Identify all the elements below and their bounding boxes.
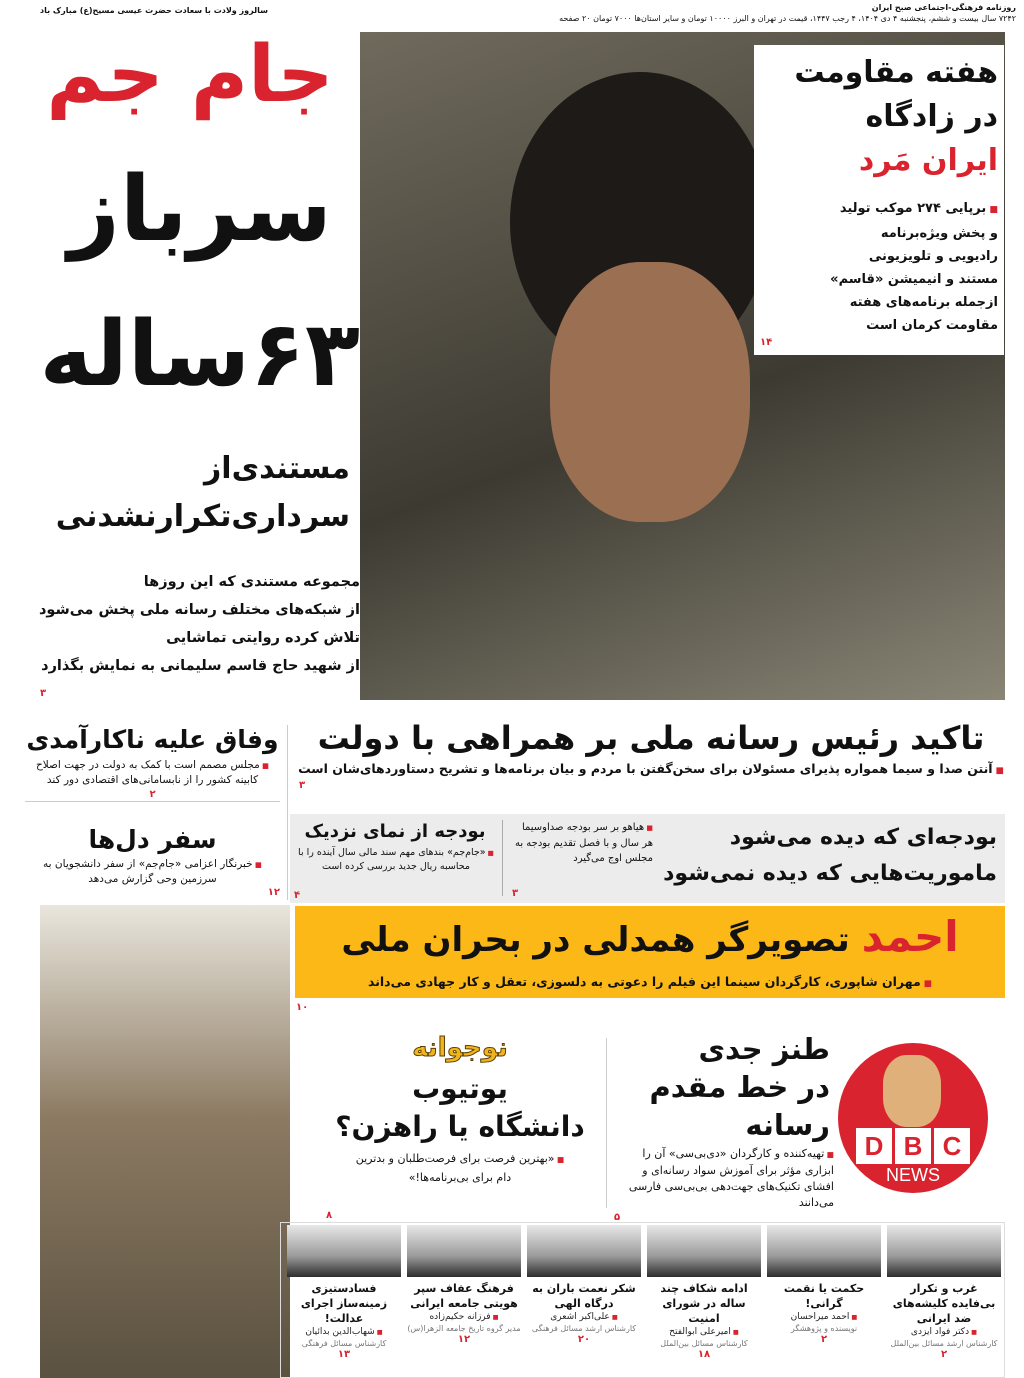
page-ref: ۵ (614, 1212, 621, 1223)
lead-title-1: سرباز (68, 157, 332, 262)
story-hearts[interactable] (25, 823, 280, 899)
satire-title-3: رسانه (745, 1108, 830, 1142)
ahmad-body: ■ مهران شاپوری، کارگردان سینما این فیلم را دعوتی به دلسوزی، تعقل و کار جهادی می‌داند (295, 971, 1005, 995)
ahmad-title-text: تصویرگر همدلی در بحران ملی (341, 920, 850, 960)
column-item[interactable] (647, 1225, 761, 1378)
story-title: تاکید رئیس رسانه ملی بر همراهی با دولت (317, 719, 985, 757)
youtube-body: ■ «بهترین فرصت برای فرصت‌طلبان و بدترین دام برای بی‌برنامه‌ها!» (348, 1150, 572, 1187)
author-name: ■ امیرعلی ابوالفتح (647, 1326, 761, 1339)
page-ref: ۳ (299, 780, 306, 791)
story-body: ■ خبرنگار اعزامی «جام‌جم» از سفر دانشجویان به سرزمین وحی گزارش می‌دهد (25, 857, 280, 887)
side-title-2: در زادگاه (865, 99, 998, 134)
story-media-chief[interactable] (295, 716, 1007, 792)
dbc-letter: D (856, 1128, 892, 1164)
youtube-title-2: دانشگاه یا راهزن؟ (335, 1110, 585, 1143)
satire-title-2: در خط مقدم (649, 1070, 830, 1104)
budget-side-body: ■ «جام‌جم» بندهای مهم سند مالی سال آینده را با محاسبه ریال جدید بررسی کرده است (298, 846, 494, 874)
author-name: ■ فرزانه حکیم‌زاده (407, 1311, 521, 1324)
author-role: نویسنده و پژوهشگر (790, 1324, 858, 1333)
budget-title-2: ماموریت‌هایی که دیده نمی‌شود (663, 861, 997, 886)
column-title: ادامه شکاف چند ساله در شورای امنیت (660, 1282, 748, 1325)
lead-body-line: تلاش کرده روایتی تماشایی (166, 630, 360, 646)
column-item[interactable] (287, 1225, 401, 1378)
column-title: فسادستیزی زمینه‌ساز اجرای عدالت! (300, 1282, 388, 1325)
youtube-story[interactable] (318, 1030, 602, 1187)
column-title: فرهنگ عفاف سپر هویتی جامعه ایرانی (410, 1282, 518, 1310)
budget-note: ■ هیاهو بر سر بودجه صداوسیما هر سال و با فصل تقدیم بودجه به مجلس اوج می‌گیرد (508, 820, 653, 866)
dbc-letters (856, 1128, 970, 1164)
page-ref: ۱۸ (697, 1349, 711, 1360)
lead-body (20, 568, 360, 680)
author-role: کارشناس ارشد مسائل فرهنگی (531, 1324, 637, 1333)
ahmad-title-red: احمد (861, 912, 959, 961)
page-ref: ۱۰ (296, 1002, 309, 1013)
page-ref: ۲ (940, 1349, 948, 1360)
dbc-news-text: NEWS (886, 1165, 940, 1185)
ahmad-title (295, 906, 1005, 971)
lead-body-line: مجموعه مستندی که این روزها (143, 574, 360, 590)
author-photo (647, 1225, 761, 1277)
budget-box[interactable] (290, 814, 1005, 903)
page-ref: ۱۴ (760, 337, 773, 348)
page-ref: ۳ (512, 888, 519, 899)
lead-title-2: ۶۳ساله (39, 302, 360, 407)
masthead-info (559, 2, 1016, 24)
budget-side-title: بودجه از نمای نزدیک (304, 821, 486, 842)
dbc-news-logo (838, 1043, 988, 1193)
page-ref: ۲۰ (577, 1334, 591, 1345)
page-ref: ۳ (40, 688, 47, 699)
ahmad-band[interactable] (295, 906, 1005, 998)
issue-line: ۷۲۴۲ سال بیست و ششم، پنجشنبه ۴ دی ۱۴۰۴، ۴ رجب ۱۴۴۷، قیمت در تهران و البرز ۱۰۰۰۰ تومان و سایر استان‌ها ۷۰۰۰ تومان ۲۰ صفحه (559, 14, 1016, 23)
page-ref: ۲ (820, 1334, 828, 1345)
column-item[interactable] (767, 1225, 881, 1378)
occasion-note: سالروز ولادت با سعادت حضرت عیسی مسیح(ع) مبارک باد (40, 6, 268, 15)
dbc-letter: C (934, 1128, 970, 1164)
column-title: حکمت یا نقمت گرانی! (783, 1282, 865, 1310)
side-body: ■ برپایی ۲۷۴ موکب تولید و پخش ویژه‌برنامه رادیویی و تلویزیونی مستند و انیمیشن «قاسم» ازجمله برنامه‌های هفته مقاومت کرمان است (828, 197, 998, 337)
author-name: ■ دکتر فواد ایزدی (887, 1326, 1001, 1339)
column-item[interactable] (887, 1225, 1001, 1378)
page-ref: ۲ (25, 788, 280, 802)
story-consensus[interactable] (25, 722, 280, 802)
story-title: سفر دل‌ها (88, 825, 217, 854)
dbc-letter: B (895, 1128, 931, 1164)
page-ref: ۴ (294, 890, 301, 901)
divider (287, 725, 288, 900)
author-role: کارشناس ارشد مسائل بین‌الملل (890, 1339, 998, 1348)
author-photo (527, 1225, 641, 1277)
side-story[interactable] (754, 45, 1004, 355)
story-title: وفاق علیه ناکارآمدی (26, 725, 279, 754)
nojavaneh-logo: نوجوانه (412, 1033, 508, 1063)
budget-title (657, 820, 997, 892)
divider (502, 820, 503, 896)
lead-story[interactable] (40, 140, 360, 430)
author-photo (287, 1225, 401, 1277)
lead-body-line: از شبکه‌های مختلف رسانه ملی پخش می‌شود (38, 602, 360, 618)
page-ref: ۸ (326, 1210, 333, 1221)
author-name: ■ علی‌اکبر اشعری (527, 1311, 641, 1324)
author-role: مدیر گروه تاریخ جامعه الزهرا(س) (407, 1324, 521, 1333)
author-name: ■ شهاب‌الدین بدائیان (287, 1326, 401, 1339)
side-title-1: هفته مقاومت (794, 55, 998, 90)
lead-subtitle-1: مستندی‌از (204, 451, 350, 486)
satire-title-1: طنز جدی (698, 1032, 830, 1066)
page-ref: ۱۲ (457, 1334, 471, 1345)
author-name: ■ احمد میراحسان (767, 1311, 881, 1324)
tagline: روزنامه فرهنگی-اجتماعی صبح ایران (871, 3, 1016, 12)
column-title: غرب و تکرار بی‌فایده کلیشه‌های ضد ایرانی (892, 1282, 996, 1325)
side-title-red: ایران مَرد (858, 143, 998, 178)
divider (606, 1038, 607, 1208)
lead-subtitle-2: سرداری‌تکرارنشدنی (55, 499, 350, 534)
story-body: ■ مجلس مصمم است با کمک به دولت در جهت اصلاح کابینه کشور را از نابسامانی‌های اقتصادی دور کند (25, 758, 280, 788)
column-title: شکر نعمت باران به درگاه الهی (532, 1282, 636, 1310)
author-photo (407, 1225, 521, 1277)
youtube-title-1: یوتیوب (412, 1072, 508, 1105)
author-photo (767, 1225, 881, 1277)
page-ref: ۱۳ (337, 1349, 351, 1360)
page-ref: ۱۲ (267, 887, 280, 898)
author-role: کارشناس مسائل بین‌الملل (660, 1339, 748, 1348)
column-item[interactable] (407, 1225, 521, 1378)
lead-subtitle (30, 445, 350, 541)
budget-title-1: بودجه‌ای که دیده می‌شود (729, 825, 997, 850)
satire-body: ■ تهیه‌کننده و کارگردان «دی‌بی‌سی» آن را ابزاری مؤثر برای آموزش سواد رسانه‌ای و افشای تکنیک‌های جهت‌دهی بی‌بی‌سی فارسی می‌دانند (612, 1146, 834, 1211)
column-item[interactable] (527, 1225, 641, 1378)
lead-body-line: از شهید حاج قاسم سلیمانی به نمایش بگذارد (41, 658, 360, 674)
satire-title[interactable] (640, 1030, 830, 1144)
author-role: کارشناس مسائل فرهنگی (301, 1339, 387, 1348)
puppet-image (883, 1055, 941, 1127)
author-photo (887, 1225, 1001, 1277)
story-body: ■ آنتن صدا و سیما همواره پذیرای مسئولان برای سخن‌گفتن با مردم و بیان برنامه‌ها و تشریح دستاوردهای‌شان است (295, 760, 1007, 780)
newspaper-logo: جام جم (46, 30, 334, 120)
ahmad-film-photo (40, 905, 290, 1378)
